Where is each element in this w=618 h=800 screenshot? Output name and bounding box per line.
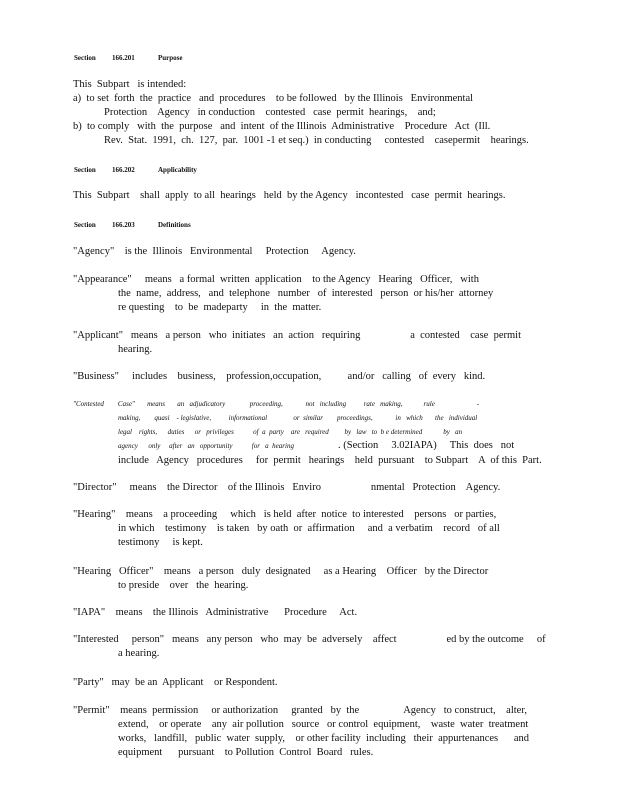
section-number: 166.201 [112,54,135,62]
definition-contested-case-line5: include Agency procedures for permit hearings held pursuant to Subpart A of this Part. [118,455,542,466]
definition-applicant-line2: hearing. [118,344,153,355]
definition-permit-line2: extend, or operate any air pollution source or control equipment, waste water treatment [118,719,529,730]
definition-agency: "Agency" is the Illinois Environmental Protection Agency. [73,246,356,257]
purpose-item-a-line1: a) to set forth the practice and procedures to be followed by the Illinois Environmental [73,93,474,104]
section-title: Applicability [158,166,197,174]
section-heading-purpose [74,54,183,62]
definition-appearance-line2: the name, address, and telephone number of interested person or his/her attorney [118,288,494,299]
definition-appearance-line3: re questing to be madeparty in the matter. [118,302,322,313]
section-heading-applicability [74,166,197,174]
definition-iapa: "IAPA" means the Illinois Administrative Procedure Act. [73,607,358,618]
section-label: Section [74,54,96,62]
definition-permit-line1: "Permit" means permission or authorization granted by the Agency to construct, alter, [73,705,528,716]
applicability-text: This Subpart shall apply to all hearings held by the Agency incontested case permit hearings. [73,190,506,201]
definition-hearing-officer-line2: to preside over the hearing. [118,580,249,591]
section-number: 166.202 [112,166,135,174]
section-label: Section [74,221,96,229]
definition-interested-person-line1: "Interested person" means any person who may be adversely affect ed by the outcome of [73,634,546,645]
section-title: Purpose [158,54,183,62]
definition-hearing-officer-line1: "Hearing Officer" means a person duly designated as a Hearing Officer by the Director [73,566,489,577]
purpose-item-b-line1: b) to comply with the purpose and intent of the Illinois Administrative Procedure Act (Ill. [73,121,491,132]
section-heading-definitions [74,221,191,229]
definition-party: "Party" may be an Applicant or Respondent. [73,677,278,688]
section-label: Section [74,166,96,174]
definition-hearing-line2: in which testimony is taken by oath or affirmation and a verbatim record of all [118,523,500,534]
definition-contested-case-line4b: . (Section 3.02IAPA) This does not [338,440,515,451]
definition-applicant-line1: "Applicant" means a person who initiates an action requiring a contested case permit [73,330,521,341]
purpose-intro: This Subpart is intended: [73,79,187,90]
definition-hearing-line1: "Hearing" means a proceeding which is held after notice to interested persons or parties, [73,509,497,520]
definition-contested-case-line4a: agency only after an opportunity for a hearing [118,442,294,450]
section-number: 166.203 [112,221,135,229]
definition-director: "Director" means the Director of the Illinois Enviro nmental Protection Agency. [73,482,501,493]
definition-permit-line3: works, landfill, public water supply, or other facility including their appurtenances and [118,733,530,744]
purpose-item-b-line2: Rev. Stat. 1991, ch. 127, par. 1001 -1 et seq.) in conducting contested casepermit hearings. [104,135,529,146]
purpose-item-a-line2: Protection Agency in conduction contested case permit hearings, and; [104,107,436,118]
definition-business: "Business" includes business, profession,occupation, and/or calling of every kind. [73,371,486,382]
section-title: Definitions [158,221,191,229]
definition-permit-line4: equipment pursuant to Pollution Control Board rules. [118,747,374,758]
definition-contested-case-line3: legal rights, duties or privileges of a party are required by law to b e determined by an [118,428,463,436]
definition-contested-case-line1: "Contested Case" means an adjudicatory proceeding, not including rate making, rule - [73,400,480,408]
definition-appearance-line1: "Appearance" means a formal written application to the Agency Hearing Officer, with [73,274,479,285]
definition-interested-person-line2: a hearing. [118,648,160,659]
definition-hearing-line3: testimony is kept. [118,537,203,548]
definition-contested-case-line2: making, quasi - legislative, informational or similar proceedings, in which the individual [118,414,478,422]
